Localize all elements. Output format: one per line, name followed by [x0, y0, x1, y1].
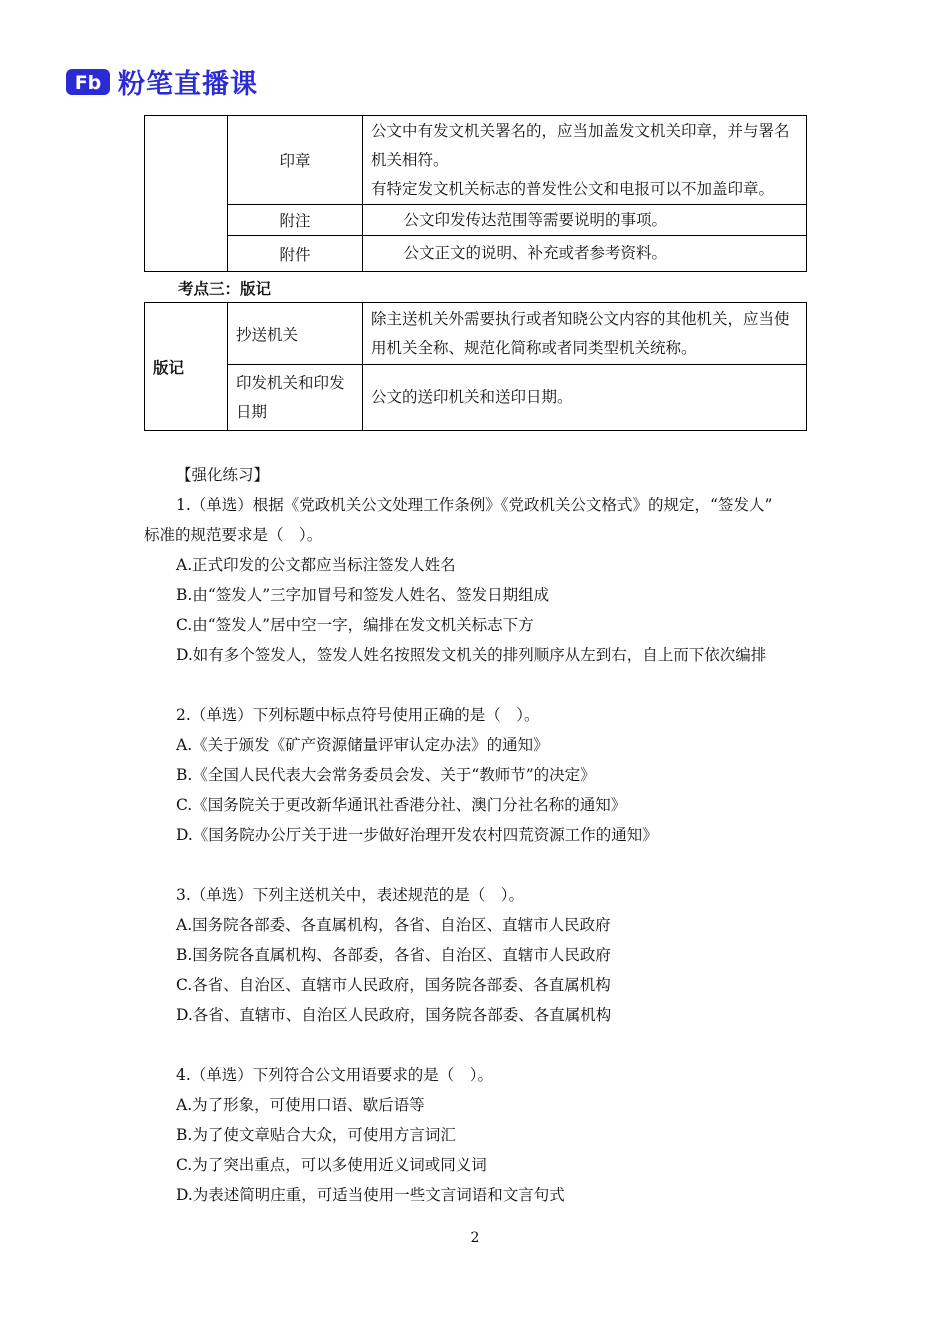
group-cell — [145, 116, 228, 272]
question-stem: 3.（单选）下列主送机关中，表述规范的是（ ）。 — [176, 886, 525, 904]
option-d: D.如有多个签发人，签发人姓名按照发文机关的排列顺序从左到右，自上而下依次编排 — [176, 646, 767, 664]
option-b: B.国务院各直属机构、各部委，各省、自治区、直辖市人民政府 — [176, 946, 611, 964]
option-c: C.《国务院关于更改新华通讯社香港分社、澳门分社名称的通知》 — [176, 796, 627, 814]
option-b: B.《全国人民代表大会常务委员会发、关于“教师节”的决定》 — [176, 766, 596, 784]
question-stem: 2.（单选）下列标题中标点符号使用正确的是（ ）。 — [176, 706, 540, 724]
option-d: D.各省、直辖市、自治区人民政府，国务院各部委、各直属机构 — [176, 1006, 612, 1024]
option-a: A.《关于颁发《矿产资源储量评审认定办法》的通知》 — [176, 736, 549, 754]
practice-title: 【强化练习】 — [176, 466, 270, 484]
brand-name: 粉笔直播课 — [118, 69, 258, 100]
row-label: 抄送机关 — [228, 303, 363, 365]
row-content: 公文正文的说明、补充或者参考资料。 — [363, 236, 807, 272]
logo-letters: Fb — [74, 71, 102, 94]
fenbi-logo-icon — [66, 67, 110, 97]
question-stem: 4.（单选）下列符合公文用语要求的是（ ）。 — [176, 1066, 494, 1084]
row-label: 附件 — [228, 236, 363, 272]
question-stem-continued: 标准的规范要求是（ ）。 — [144, 526, 323, 544]
content-line: 有特定发文机关标志的普发性公文和电报可以不加盖印章。 — [371, 179, 775, 198]
row-content: 除主送机关外需要执行或者知晓公文内容的其他机关，应当使用机关全称、规范化简称或者同类型机关统称。 — [363, 303, 807, 365]
table-row — [145, 303, 807, 365]
row-content — [363, 116, 807, 205]
page-number: 2 — [470, 1230, 480, 1246]
row-label: 附注 — [228, 205, 363, 236]
option-c: C.各省、自治区、直辖市人民政府，国务院各部委、各直属机构 — [176, 976, 611, 994]
practice-section — [144, 460, 814, 1210]
banji-table — [144, 302, 807, 431]
section-title: 考点三：版记 — [178, 279, 272, 298]
option-d: D.为表述简明庄重，可适当使用一些文言词语和文言句式 — [176, 1186, 565, 1204]
option-a: A.为了形象，可使用口语、歇后语等 — [176, 1096, 425, 1114]
table-row — [145, 116, 807, 205]
row-content: 公文的送印机关和送印日期。 — [363, 365, 807, 431]
option-d: D.《国务院办公厅关于进一步做好治理开发农村四荒资源工作的通知》 — [176, 826, 658, 844]
option-a: A.国务院各部委、各直属机构，各省、自治区、直辖市人民政府 — [176, 916, 611, 934]
row-label: 印发机关和印发日期 — [228, 365, 363, 431]
option-b: B.为了使文章贴合大众，可使用方言词汇 — [176, 1126, 456, 1144]
option-c: C.由“签发人”居中空一字，编排在发文机关标志下方 — [176, 616, 534, 634]
table-row — [145, 236, 807, 272]
row-content: 公文印发传达范围等需要说明的事项。 — [363, 205, 807, 236]
table-row — [145, 205, 807, 236]
row-label: 印章 — [228, 116, 363, 205]
group-label: 版记 — [145, 303, 228, 431]
option-c: C.为了突出重点，可以多使用近义词或同义词 — [176, 1156, 487, 1174]
content-line: 公文中有发文机关署名的，应当加盖发文机关印章，并与署名机关相符。 — [371, 121, 790, 169]
question-stem: 1.（单选）根据《党政机关公文处理工作条例》《党政机关公文格式》的规定，“签发人” — [176, 496, 773, 514]
brand-logo — [66, 62, 258, 101]
table-row — [145, 365, 807, 431]
document-elements-table — [144, 115, 807, 272]
option-a: A.正式印发的公文都应当标注签发人姓名 — [176, 556, 456, 574]
option-b: B.由“签发人”三字加冒号和签发人姓名、签发日期组成 — [176, 586, 550, 604]
